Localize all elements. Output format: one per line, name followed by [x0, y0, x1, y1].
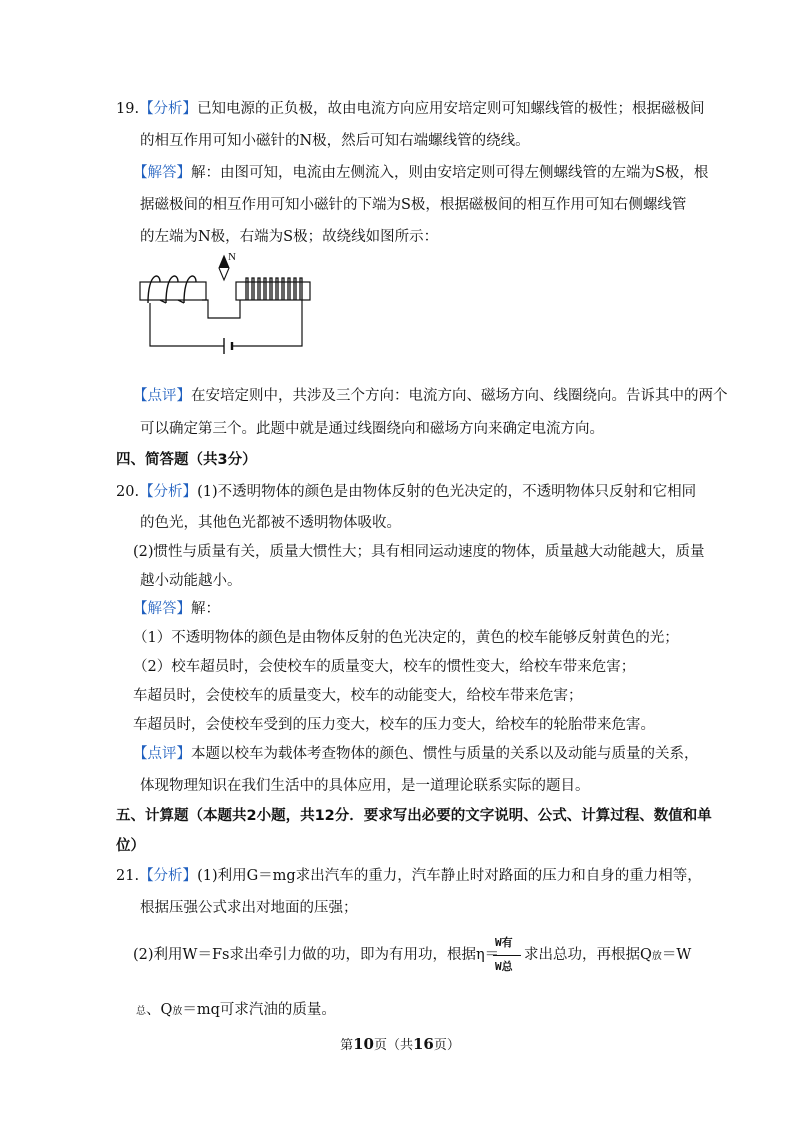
q20-analysis-text-3: (2)惯性与质量有关，质量大惯性大；具有相同运动速度的物体，质量越大动能越大，质量	[133, 544, 705, 560]
footer-middle: 页（共	[373, 1038, 413, 1053]
figure-n-label: N	[228, 251, 236, 263]
q21-analysis-text-3a: (2)利用W＝Fs求出牵引力做的功，即为有用功，根据η＝	[133, 947, 500, 963]
q21-analysis-text-2: 根据压强公式求出对地面的压强；	[140, 900, 358, 916]
q21-analysis-line-3b	[524, 945, 691, 967]
q19-number: 19.	[116, 101, 140, 117]
footer-total-pages: 16	[413, 1035, 434, 1053]
footer-suffix: 页）	[433, 1038, 460, 1053]
q21-analysis-text-4b: ＝mq可求汽油的质量。	[182, 1002, 336, 1018]
q20-comment-text-2: 体现物理知识在我们生活中的具体应用，是一道理论联系实际的题目。	[140, 778, 590, 794]
fraction-denominator: W总	[495, 960, 513, 973]
q21-analysis-line-4	[136, 1000, 336, 1022]
q21-subscript-zong: 总	[136, 1006, 146, 1017]
q20-analysis-tag: 【分析】	[139, 484, 198, 500]
footer-page-number: 10	[353, 1035, 374, 1053]
solenoid-circuit-figure	[136, 248, 316, 358]
section-4-heading: 四、简答题（共3分）	[116, 452, 257, 468]
q21-analysis-text-3b: 求出总功，再根据Q	[524, 947, 652, 963]
q20-comment-line-1	[133, 744, 699, 764]
q21-subscript-fang: 放	[651, 951, 662, 962]
fraction-bar	[493, 955, 521, 956]
q21-analysis-text-4a: 、Q	[146, 1002, 173, 1018]
q20-answer-text-4: 车超员时，会使校车受到的压力变大，校车的压力变大，给校车的轮胎带来危害。	[133, 717, 655, 733]
q19-answer-text-2: 据磁极间的相互作用可知小磁针的下端为S极，根据磁极间的相互作用可知右侧螺线管	[140, 197, 687, 213]
footer-prefix: 第	[340, 1038, 354, 1053]
q19-answer-text-3: 的左端为N极，右端为S极；故绕线如图所示：	[140, 229, 439, 245]
q21-analysis-line-1	[116, 866, 702, 886]
q19-answer-text-1: 解：由图可知，电流由左侧流入，则由安培定则可得左侧螺线管的左端为S极，根	[191, 165, 709, 181]
q19-answer-line-1	[133, 163, 708, 183]
q21-analysis-text-3c: ＝W	[661, 947, 692, 963]
q20-answer-text-3: 车超员时，会使校车的质量变大，校车的动能变大，给校车带来危害；	[133, 688, 583, 704]
q21-number: 21.	[116, 868, 140, 884]
q20-comment-tag: 【点评】	[133, 746, 191, 762]
q20-answer-text-1: （1）不透明物体的颜色是由物体反射的色光决定的，黄色的校车能够反射黄色的光；	[133, 630, 679, 646]
section-5-heading-line-2: 位）	[116, 838, 145, 854]
q20-comment-text-1: 本题以校车为载体考查物体的颜色、惯性与质量的关系以及动能与质量的关系，	[191, 746, 699, 762]
q19-comment-tag: 【点评】	[133, 388, 191, 404]
section-5-heading-line-1: 五、计算题（本题共2小题，共12分．要求写出必要的文字说明、公式、计算过程、数值和单	[116, 808, 712, 824]
q20-analysis-text-1: (1)不透明物体的颜色是由物体反射的色光决定的，不透明物体只反射和它相同	[197, 484, 697, 500]
q20-answer-tag: 【解答】	[133, 601, 191, 617]
q19-answer-tag: 【解答】	[133, 165, 191, 181]
q19-comment-text-2: 可以确定第三个。此题中就是通过线圈绕向和磁场方向来确定电流方向。	[140, 421, 604, 437]
q19-comment-text-1: 在安培定则中，共涉及三个方向：电流方向、磁场方向、线圈绕向。告诉其中的两个	[191, 388, 728, 404]
q21-subscript-fang-2: 放	[172, 1006, 183, 1017]
q20-analysis-text-2: 的色光，其他色光都被不透明物体吸收。	[140, 515, 401, 531]
q20-answer-line-0	[133, 599, 220, 619]
q21-analysis-text-1: (1)利用G＝mg求出汽车的重力，汽车静止时对路面的压力和自身的重力相等，	[197, 868, 702, 884]
fraction-numerator: W有	[495, 936, 513, 949]
q19-comment-line-1	[133, 386, 728, 406]
efficiency-fraction	[493, 934, 523, 978]
q20-analysis-text-4: 越小动能越小。	[140, 573, 242, 589]
q19-analysis-tag: 【分析】	[139, 101, 198, 117]
q20-analysis-line-1	[116, 482, 696, 502]
q19-analysis-text-2: 的相互作用可知小磁针的N极，然后可知右端螺线管的绕线。	[140, 133, 530, 149]
q20-answer-text-0: 解：	[191, 601, 220, 617]
q19-analysis-text-1: 已知电源的正负极，故由电流方向应用安培定则可知螺线管的极性；根据磁极间	[197, 101, 705, 117]
q19-analysis-line-1	[116, 99, 705, 119]
q20-number: 20.	[116, 484, 140, 500]
battery-icon	[220, 338, 236, 354]
q21-analysis-tag: 【分析】	[139, 868, 198, 884]
q20-answer-text-2: （2）校车超员时，会使校车的质量变大，校车的惯性变大，给校车带来危害；	[133, 659, 636, 675]
page-footer	[0, 1034, 800, 1053]
